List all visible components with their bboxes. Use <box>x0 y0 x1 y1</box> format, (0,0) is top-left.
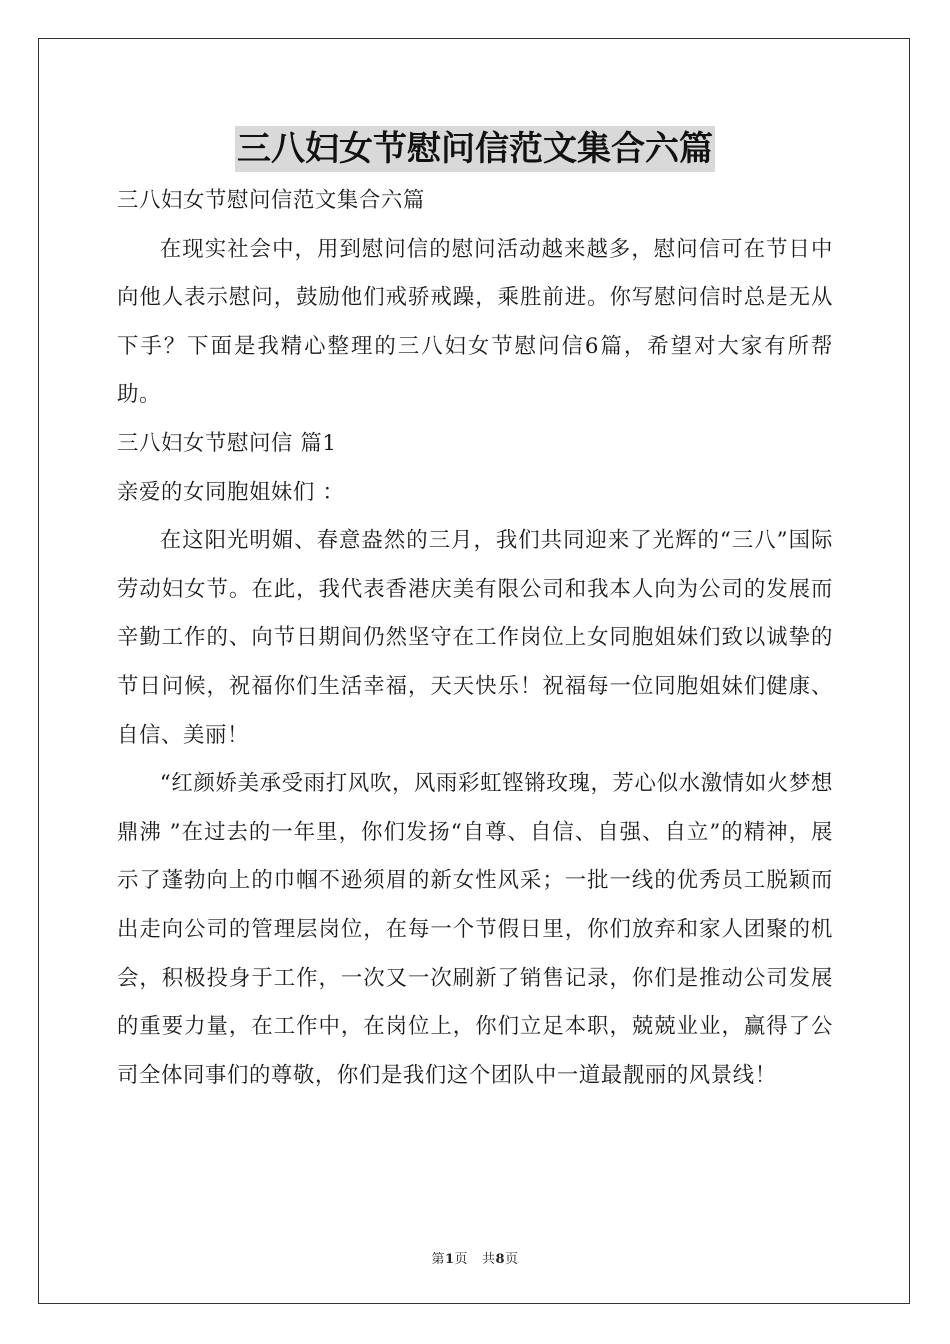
body-paragraph-1: 在这阳光明媚、春意盎然的三月，我们共同迎来了光辉的“三八”国际劳动妇女节。在此，我代表香港庆美有限公司和我本人向为公司的发展而辛勤工作的、向节日期间仍然坚守在工作岗位上女同胞姐妹们致以诚挚的节日问候，祝福你们生活幸福，天天快乐！祝福每一位同胞姐妹们健康、自信、美丽！ <box>117 528 833 748</box>
page-number: 1 <box>444 1252 455 1267</box>
document-body <box>117 177 833 1100</box>
intro-paragraph: 在现实社会中，用到慰问信的慰问活动越来越多，慰问信可在节日中向他人表示慰问，鼓励他们戒骄戒躁，乘胜前进。你写慰问信时总是无从下手？下面是我精心整理的三八妇女节慰问信6篇，希望对大家有所帮助。 <box>117 236 833 408</box>
title-container <box>0 126 950 172</box>
page-prefix: 第 <box>431 1252 445 1267</box>
section-heading: 三八妇女节慰问信 篇1 <box>117 430 337 456</box>
page-footer <box>0 1248 950 1267</box>
document-title: 三八妇女节慰问信范文集合六篇 <box>235 126 715 172</box>
body-paragraph-2: “红颜娇美承受雨打风吹，风雨彩虹铿锵玫瑰，芳心似水激情如火梦想鼎沸 ”在过去的一年里，你们发扬“自尊、自信、自强、自立”的精神，展示了蓬勃向上的巾帼不逊须眉的新女性风采；一批一线的优秀员工脱颖而出走向公司的管理层岗位，在每一个节假日里，你们放弃和家人团聚的机会，积极投身于工作，一次又一次刷新了销售记录，你们是推动公司发展的重要力量，在工作中，在岗位上，你们立足本职，兢兢业业，赢得了公司全体同事们的尊敬，你们是我们这个团队中一道最靓丽的风景线！ <box>117 771 833 1088</box>
total-suffix: 页 <box>505 1252 519 1267</box>
total-prefix: 共 <box>481 1252 496 1267</box>
salutation: 亲爱的女同胞姐妹们 ： <box>117 479 345 505</box>
total-pages: 8 <box>495 1252 506 1267</box>
document-subtitle: 三八妇女节慰问信范文集合六篇 <box>117 188 425 213</box>
page-suffix: 页 <box>454 1252 469 1267</box>
